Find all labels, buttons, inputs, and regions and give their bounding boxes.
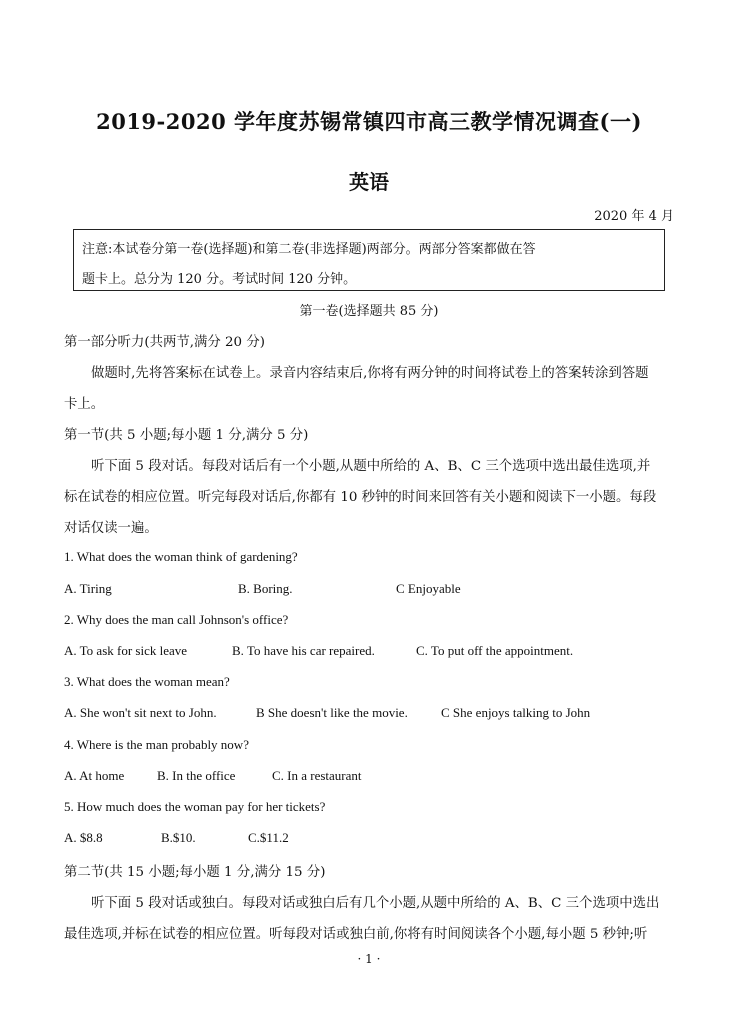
question-5-option-c: C.$11.2 <box>248 830 289 845</box>
question-4-option-c: C. In a restaurant <box>272 768 362 783</box>
volume1-heading: 第一卷(选择题共 85 分) <box>299 304 439 319</box>
part1-instructions-line2: 卡上。 <box>64 397 105 412</box>
section1-heading: 第一节(共 5 小题;每小题 1 分,满分 5 分) <box>64 428 309 443</box>
section2-instructions-line1: 听下面 5 段对话或独白。每段对话或独白后有几个小题,从题中所给的 A、B、C 三个选项中选出 <box>91 896 660 911</box>
part1-heading: 第一部分听力(共两节,满分 20 分) <box>64 335 265 350</box>
question-3-option-a: A. She won't sit next to John. <box>64 705 217 720</box>
section1-instructions-line3: 对话仅读一遍。 <box>64 521 158 536</box>
question-4-option-b: B. In the office <box>157 768 236 783</box>
question-4-stem: 4. Where is the man probably now? <box>64 737 249 752</box>
question-3-stem: 3. What does the woman mean? <box>64 674 230 689</box>
part1-instructions-line1: 做题时,先将答案标在试卷上。录音内容结束后,你将有两分钟的时间将试卷上的答案转涂到答题 <box>91 366 649 381</box>
exam-date: 2020 年 4 月 <box>594 209 674 224</box>
question-2-option-c: C. To put off the appointment. <box>416 643 574 658</box>
subject-title: 英语 <box>349 170 389 194</box>
section1-instructions-line1: 听下面 5 段对话。每段对话后有一个小题,从题中所给的 A、B、C 三个选项中选出最佳选项,并 <box>91 459 651 474</box>
section1-instructions-line2: 标在试卷的相应位置。听完每段对话后,你都有 10 秒钟的时间来回答有关小题和阅读下一小题。每段 <box>64 490 657 505</box>
question-5-option-b: B.$10. <box>161 830 196 845</box>
page-number: · 1 · <box>357 952 381 966</box>
document-title: 2019-2020 学年度苏锡常镇四市高三教学情况调查(一) <box>96 109 642 134</box>
question-1-option-b: B. Boring. <box>238 581 293 596</box>
question-5-stem: 5. How much does the woman pay for her tickets? <box>64 799 326 814</box>
notice-box <box>73 229 665 291</box>
notice-line-2: 题卡上。总分为 120 分。考试时间 120 分钟。 <box>82 272 357 287</box>
question-2-option-a: A. To ask for sick leave <box>64 643 188 658</box>
section2-heading: 第二节(共 15 小题;每小题 1 分,满分 15 分) <box>64 865 326 880</box>
question-3-option-b: B She doesn't like the movie. <box>256 705 408 720</box>
question-1-option-c: C Enjoyable <box>396 581 461 596</box>
question-2-stem: 2. Why does the man call Johnson's office? <box>64 612 289 627</box>
question-2-option-b: B. To have his car repaired. <box>232 643 375 658</box>
section2-instructions-line2: 最佳选项,并标在试卷的相应位置。听每段对话或独白前,你将有时间阅读各个小题,每小题 5 秒钟;听 <box>64 927 648 942</box>
question-3-option-c: C She enjoys talking to John <box>441 705 591 720</box>
question-1-stem: 1. What does the woman think of gardening? <box>64 549 298 564</box>
question-1-option-a: A. Tiring <box>64 581 112 596</box>
question-4-option-a: A. At home <box>64 768 125 783</box>
question-5-option-a: A. $8.8 <box>64 830 103 845</box>
notice-line-1: 注意:本试卷分第一卷(选择题)和第二卷(非选择题)两部分。两部分答案都做在答 <box>82 242 536 257</box>
